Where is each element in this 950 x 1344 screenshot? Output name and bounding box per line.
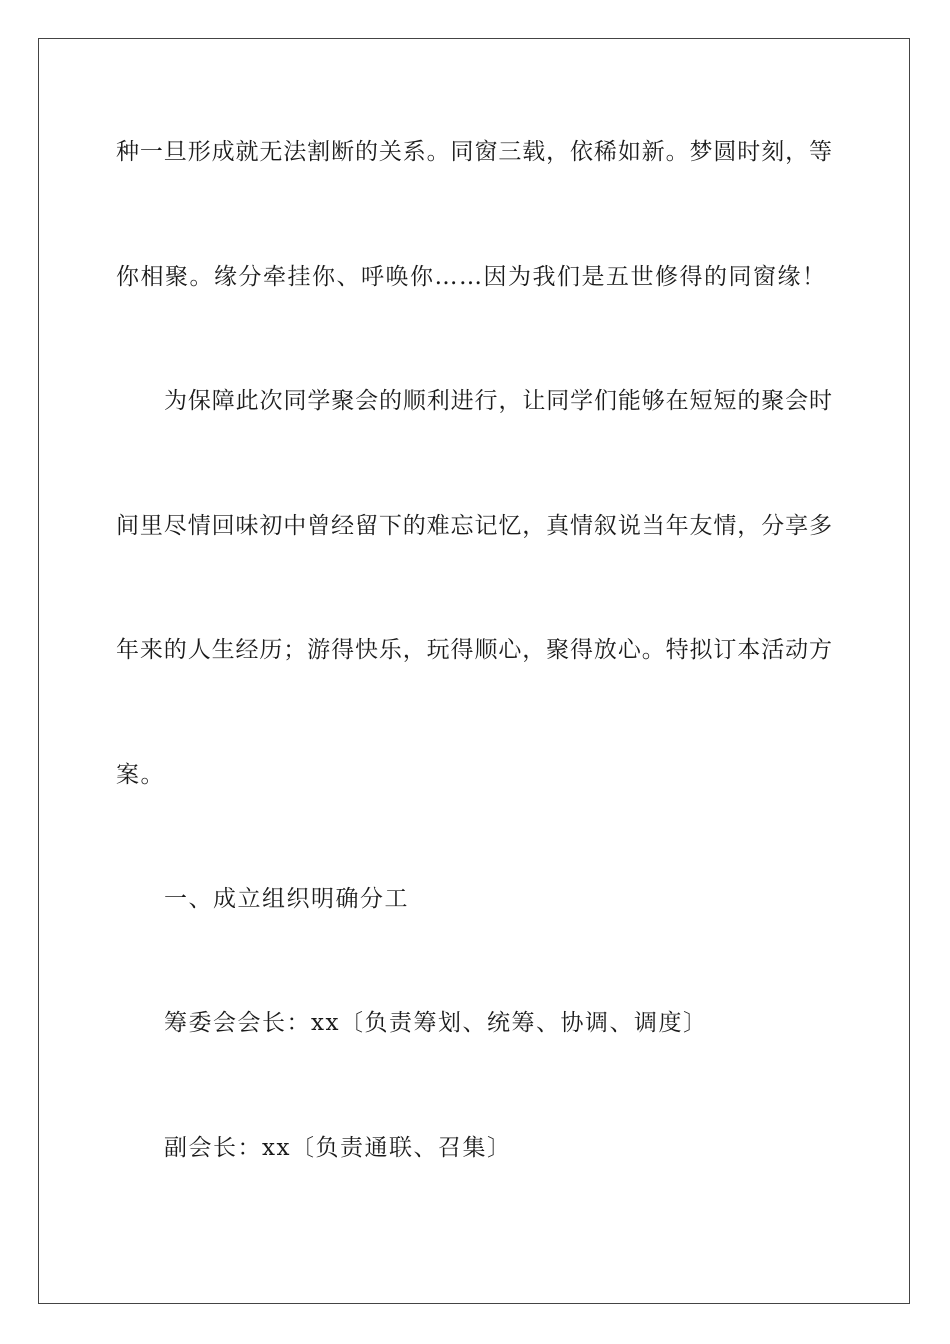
paragraph-line: 案。 <box>116 762 165 788</box>
page-border <box>38 38 910 1304</box>
paragraph-line: 间里尽情回味初中曾经留下的难忘记忆，真情叙说当年友情，分享多 <box>116 513 832 539</box>
paragraph-line: 你相聚。缘分牵挂你、呼唤你……因为我们是五世修得的同窗缘！ <box>116 264 827 290</box>
paragraph-line: 种一旦形成就无法割断的关系。同窗三载，依稀如新。梦圆时刻，等 <box>116 139 832 165</box>
paragraph-line: 年来的人生经历；游得快乐，玩得顺心，聚得放心。特拟订本活动方 <box>116 637 832 663</box>
paragraph-line: 为保障此次同学聚会的顺利进行，让同学们能够在短短的聚会时 <box>164 388 832 414</box>
section-heading: 一、成立组织明确分工 <box>164 886 409 912</box>
committee-chair: 筹委会会长：xx〔负责筹划、统筹、协调、调度〕 <box>164 1010 708 1036</box>
committee-vice-chair: 副会长：xx〔负责通联、召集〕 <box>164 1135 512 1161</box>
